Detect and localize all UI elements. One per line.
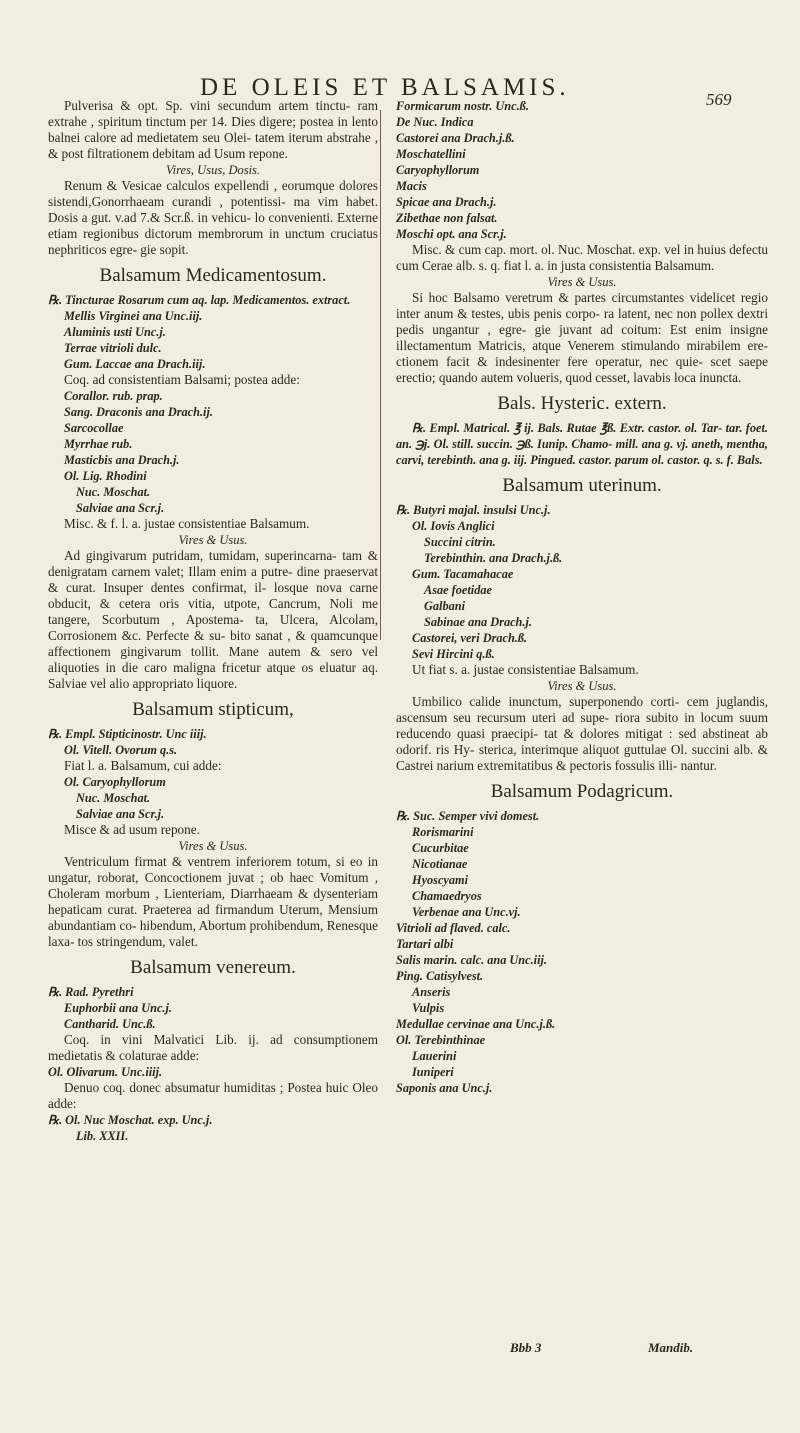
catchword: Mandib.	[648, 1340, 694, 1355]
vires-heading: Vires & Usus.	[178, 533, 248, 547]
ingredient-line: Ping. Catisylvest.	[396, 969, 484, 983]
ingredient-line: Terebinthin. ana Drach.j.ß.	[424, 551, 563, 565]
section-heading-medicamentosum: Balsamum Medicamentosum.	[99, 265, 327, 286]
ingredient-line: Salviae ana Scr.j.	[76, 807, 165, 821]
instruction-line: Fiat l. a. Balsamum, cui adde:	[64, 758, 222, 773]
ingredient-line: Corallor. rub. prap.	[64, 389, 163, 403]
ingredient-list	[396, 98, 768, 242]
ingredient-line: Succini citrin.	[424, 535, 496, 549]
ingredient-line: Galbani	[424, 599, 465, 613]
instruction-line: Misce & ad usum repone.	[64, 822, 200, 837]
ingredient-line: Spicae ana Drach.j.	[396, 195, 497, 209]
ingredient-line: Sang. Draconis ana Drach.ij.	[64, 405, 213, 419]
vires-paragraph: Ad gingivarum putridam, tumidam, superincarna- tam & denigratam carnem valet; Illam enim a putre- dine praeservat & curat. Insuper dentes confirmat, il- losque nova carne obducit, & cetera oris vitia, utpote, Cancrum, Noli me tangere, Scorbutum , Apostema- ta, Ulcera, Alcolam, Corrosionem &c. Perfecte & su- bito sanat , & quamcunque affectionem gingivarum tollit. Mane autem & sero vel aliquoties in die caro maligna fricetur atque os eluatur aq. Salviae vel alio appropriato liquore.	[48, 548, 378, 691]
ingredient-list	[48, 1064, 378, 1080]
ingredient-line: ℞. Ol. Nuc Moschat. exp. Unc.j.	[48, 1113, 213, 1127]
recipe-paragraph: ℞. Empl. Matrical. ℥ ij. Bals. Rutae ℥ß. Extr. castor. ol. Tar- tar. foet. an. ℈j. Ol. still. succin. ℈ß. Iunip. Chamo- mill. ana g. vj. aneth, mentha, carvi, terebinth. ana g. iij. Pingued. castor. parum ol. castor. q. s. f. Bals.	[396, 421, 768, 467]
ingredient-line: Formicarum nostr. Unc.ß.	[396, 99, 529, 113]
instruction-line: Coq. ad consistentiam Balsami; postea adde:	[64, 372, 300, 387]
ingredient-list	[48, 1112, 378, 1144]
vires-heading: Vires & Usus.	[547, 275, 617, 289]
ingredient-line: Cucurbitae	[412, 841, 469, 855]
ingredient-line: Ol. Iovis Anglici	[412, 519, 495, 533]
section-heading-hysteric: Bals. Hysteric. extern.	[497, 393, 667, 414]
ingredient-line: Myrrhae rub.	[64, 437, 133, 451]
ingredient-line: Ol. Vitell. Ovorum q.s.	[64, 743, 178, 757]
right-column	[396, 98, 768, 1096]
vires-paragraph: Ventriculum firmat & ventrem inferiorem totum, si eo in ungatur, roborat, Concoctionem juvat ; ob haec Vomitum , Choleram morbum , Lienteriam, Diarrhaeam & dysenteriam hepaticam curat. Praeterea ad firmandum Uterum, Mensium abundantiam co- hibendum, Abortum prohibendum, Renesque laxa- tos stringendum, valet.	[48, 854, 378, 949]
vires-heading: Vires, Usus, Dosis.	[165, 163, 261, 177]
ingredient-line: Salis marin. calc. ana Unc.iij.	[396, 953, 547, 967]
ingredient-line: Gum. Tacamahacae	[412, 567, 514, 581]
section-heading-stipticum: Balsamum stipticum,	[132, 699, 294, 720]
ingredient-line: Asae foetidae	[424, 583, 492, 597]
ingredient-line: Sevi Hircini q.ß.	[412, 647, 495, 661]
ingredient-line: Sarcocollae	[64, 421, 124, 435]
ingredient-list	[48, 774, 378, 822]
ingredient-line: Salviae ana Scr.j.	[76, 501, 165, 515]
ingredient-line: Saponis ana Unc.j.	[396, 1081, 493, 1095]
ingredient-line: Ol. Terebinthinae	[396, 1033, 486, 1047]
ingredient-line: Vitrioli ad flaved. calc.	[396, 921, 511, 935]
ingredient-line: Ol. Olivarum. Unc.iiij.	[48, 1065, 163, 1079]
ingredient-line: Macis	[396, 179, 427, 193]
ingredient-list	[48, 726, 378, 758]
ingredient-line: Lauerini	[412, 1049, 457, 1063]
ingredient-line: Lib. XXII.	[76, 1129, 129, 1143]
column-divider	[380, 110, 387, 640]
section-heading-podagricum: Balsamum Podagricum.	[490, 781, 674, 802]
ingredient-list	[48, 388, 378, 516]
ingredient-line: Terrae vitrioli dulc.	[64, 341, 162, 355]
ingredient-line: Cantharid. Unc.ß.	[64, 1017, 156, 1031]
intro-paragraph: Pulverisa & opt. Sp. vini secundum artem tinctu- ram extrahe , spiritum tinctum per 14. Dies digere; postea in lento balnei calore ad medietatem seu Olei- tatem iterum abstrahe , & post filtrationem debitam ad Usum repone.	[48, 98, 378, 161]
ingredient-list	[48, 984, 378, 1032]
ingredient-line: Moschatellini	[396, 147, 466, 161]
signature-mark: Bbb 3	[510, 1340, 542, 1355]
vires-heading: Vires & Usus.	[178, 839, 248, 853]
instruction-line: Denuo coq. donec absumatur humiditas ; Postea huic Oleo adde:	[48, 1080, 378, 1111]
ingredient-line: Caryophyllorum	[396, 163, 480, 177]
instruction-line: Ut fiat s. a. justae consistentiae Balsamum.	[412, 662, 639, 677]
ingredient-line: De Nuc. Indica	[396, 115, 474, 129]
ingredient-line: Iuniperi	[412, 1065, 454, 1079]
ingredient-line: ℞. Butyri majal. insulsi Unc.j.	[396, 503, 551, 517]
section-heading-uterinum: Balsamum uterinum.	[502, 475, 662, 496]
ingredient-line: Mellis Virginei ana Unc.iij.	[64, 309, 203, 323]
ingredient-list	[396, 808, 768, 1096]
ingredient-line: Zibethae non falsat.	[396, 211, 498, 225]
ingredient-line: Chamaedryos	[412, 889, 482, 903]
ingredient-line: Nuc. Moschat.	[76, 791, 151, 805]
ingredient-line: ℞. Empl. Stipticinostr. Unc iiij.	[48, 727, 207, 741]
ingredient-line: Medullae cervinae ana Unc.j.ß.	[396, 1017, 556, 1031]
page-footer	[510, 1340, 800, 1370]
vires-heading: Vires & Usus.	[547, 679, 617, 693]
ingredient-line: ℞. Suc. Semper vivi domest.	[396, 809, 540, 823]
ingredient-line: Moschi opt. ana Scr.j.	[396, 227, 507, 241]
ingredient-line: Vulpis	[412, 1001, 445, 1015]
section-heading-venereum: Balsamum venereum.	[130, 957, 296, 978]
instruction-line: Coq. in vini Malvatici Lib. ij. ad consumptionem medietatis & colaturae adde:	[48, 1032, 378, 1063]
instruction-line: Misc. & f. l. a. justae consistentiae Balsamum.	[64, 516, 310, 531]
ingredient-line: Verbenae ana Unc.vj.	[412, 905, 521, 919]
ingredient-line: Sabinae ana Drach.j.	[424, 615, 532, 629]
ingredient-line: Castorei, veri Drach.ß.	[412, 631, 528, 645]
ingredient-line: Castorei ana Drach.j.ß.	[396, 131, 515, 145]
ingredient-line: Masticbis ana Drach.j.	[64, 453, 180, 467]
ingredient-line: ℞. Rad. Pyrethri	[48, 985, 134, 999]
page-title: DE OLEIS ET BALSAMIS.	[200, 74, 570, 101]
ingredient-line: ℞. Tincturae Rosarum cum aq. lap. Medicamentos. extract.	[48, 293, 351, 307]
ingredient-line: Hyoscyami	[412, 873, 469, 887]
ingredient-line: Anseris	[412, 985, 451, 999]
vires-paragraph: Renum & Vesicae calculos expellendi , eorumque dolores sistendi,Gonorrhaeam curandi , potentissi- ma vim habet. Dosis a gut. v.ad 7.& Scr.ß. in vehicu- lo convenienti. Externe etiam regionibus dictorum membrorum in unctum cruciatus nephriticos egre- gie sopit.	[48, 178, 378, 257]
left-column	[48, 98, 378, 1144]
vires-paragraph: Si hoc Balsamo veretrum & partes circumstantes videlicet regio inter anum & testes, ubis penis corpo- ra latent, nec non pollex dextri pedis ungantur , egre- gie juvant ad coitum: Est enim insigne illectamentum Matricis, atque Venerem stimulando mirabilem ere- ctionem facit & indesinenter fere operatur, nec quie- scet saepe erectio; quando autem volueris, quod cesset, lavabis loca inuncta.	[396, 290, 768, 385]
page-number: 569	[706, 90, 732, 109]
ingredient-line: Ol. Lig. Rhodini	[64, 469, 147, 483]
ingredient-line: Nicotianae	[412, 857, 468, 871]
ingredient-line: Nuc. Moschat.	[76, 485, 151, 499]
ingredient-line: Gum. Laccae ana Drach.iij.	[64, 357, 206, 371]
ingredient-list	[48, 292, 378, 372]
ingredient-line: Aluminis usti Unc.j.	[64, 325, 166, 339]
vires-paragraph: Umbilico calide inunctum, superponendo corti- cem juglandis, ascensum seu recursum uteri ad supe- riora subito in locum suum reducendo quasi praecipi- tat & dolores mitigat : sed abstineat ab odorif. ris Hy- sterica, interimque aliquot guttulae Ol. succini alb. & Castrei narium extremitatibus & pectoris fossulis illi- nantur.	[396, 694, 768, 773]
ingredient-list	[396, 502, 768, 662]
ingredient-line: Tartari albi	[396, 937, 454, 951]
ingredient-line: Ol. Caryophyllorum	[64, 775, 166, 789]
instruction-line: Misc. & cum cap. mort. ol. Nuc. Moschat. exp. vel in huius defectu cum Cerae alb. s. q. fiat l. a. in justa consistentia Balsamum.	[396, 242, 768, 273]
ingredient-line: Euphorbii ana Unc.j.	[64, 1001, 172, 1015]
ingredient-line: Rorismarini	[412, 825, 474, 839]
